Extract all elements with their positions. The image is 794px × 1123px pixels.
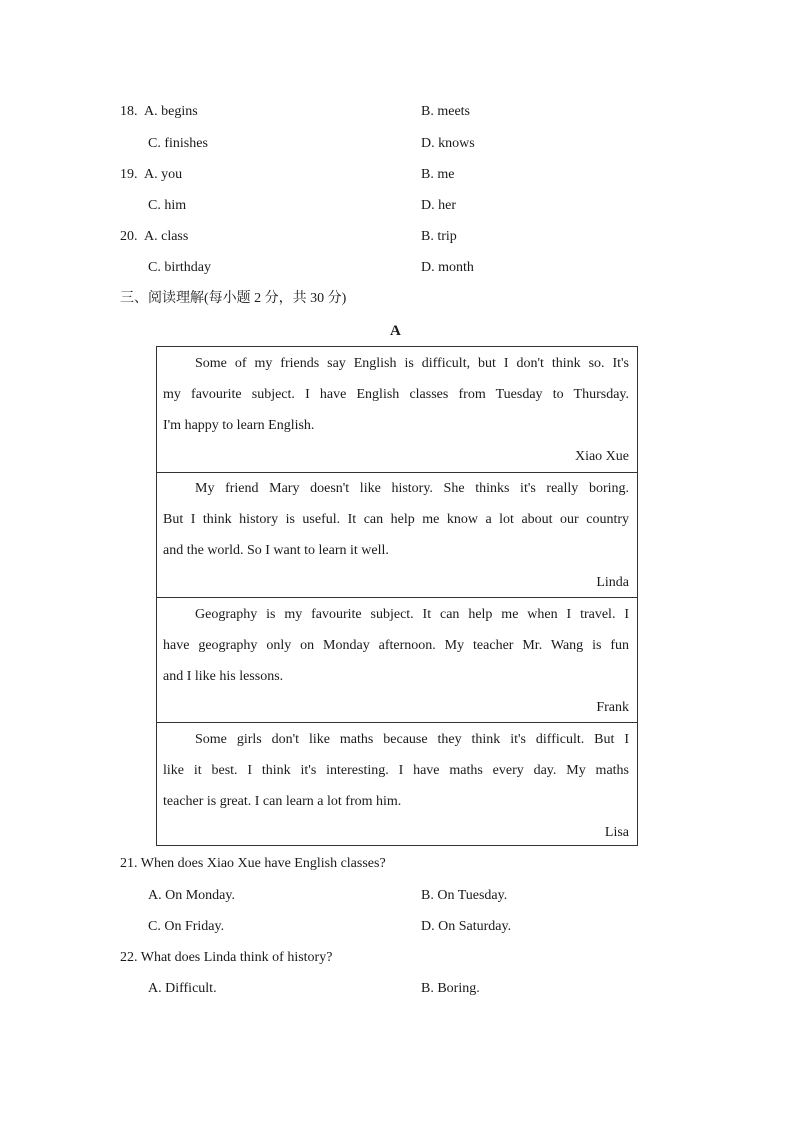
option-c: C. birthday	[148, 260, 211, 275]
question-number: 20.	[120, 229, 138, 244]
option-c: C. him	[148, 198, 187, 213]
passage-line: and the world. So I want to learn it well.	[163, 543, 389, 558]
passage-cell-lisa	[157, 723, 637, 847]
option-d: D. her	[421, 198, 456, 213]
option-a: A. On Monday.	[148, 888, 235, 903]
passage-line: and I like his lessons.	[163, 669, 284, 684]
option-b: B. Boring.	[421, 981, 480, 996]
question-number: 18.	[120, 104, 138, 119]
option-c: C. On Friday.	[148, 919, 225, 934]
question-number: 19.	[120, 167, 138, 182]
passage-line: Some of my friends say English is difficult, but I don't think so. It's	[195, 356, 629, 371]
passage-line: like it best. I think it's interesting. I have maths every day. My maths	[163, 763, 629, 778]
option-b: B. meets	[421, 104, 470, 119]
passage-cell-linda	[157, 473, 637, 598]
passage-line: my favourite subject. I have English classes from Tuesday to Thursday.	[163, 387, 629, 402]
option-a: A. class	[144, 229, 189, 244]
option-a: A. begins	[144, 104, 198, 119]
passage-author: Xiao Xue	[574, 449, 629, 464]
option-d: D. On Saturday.	[421, 919, 512, 934]
passage-table	[156, 346, 638, 846]
passage-cell-xiao-xue	[157, 347, 637, 473]
passage-line: I'm happy to learn English.	[163, 418, 315, 433]
passage-cell-frank	[157, 598, 637, 723]
question-stem: 22. What does Linda think of history?	[120, 950, 333, 965]
question-stem: 21. When does Xiao Xue have English classes?	[120, 856, 386, 871]
option-a: A. Difficult.	[148, 981, 217, 996]
passage-author: Lisa	[604, 825, 629, 840]
passage-author: Frank	[596, 700, 629, 715]
option-b: B. On Tuesday.	[421, 888, 508, 903]
passage-line: My friend Mary doesn't like history. She thinks it's really boring.	[195, 481, 629, 496]
option-d: D. month	[421, 260, 474, 275]
passage-line: have geography only on Monday afternoon. My teacher Mr. Wang is fun	[163, 638, 629, 653]
section-heading: 三、阅读理解(每小题 2 分，共 30 分)	[120, 291, 347, 306]
option-a: A. you	[144, 167, 183, 182]
option-b: B. me	[421, 167, 455, 182]
passage-line: Some girls don't like maths because they think it's difficult. But I	[195, 732, 629, 747]
option-b: B. trip	[421, 229, 457, 244]
option-d: D. knows	[421, 136, 475, 151]
passage-author: Linda	[596, 575, 629, 590]
option-c: C. finishes	[148, 136, 208, 151]
passage-line: But I think history is useful. It can help me know a lot about our country	[163, 512, 629, 527]
passage-label: A	[390, 323, 401, 339]
passage-line: teacher is great. I can learn a lot from him.	[163, 794, 402, 809]
passage-line: Geography is my favourite subject. It can help me when I travel. I	[195, 607, 629, 622]
